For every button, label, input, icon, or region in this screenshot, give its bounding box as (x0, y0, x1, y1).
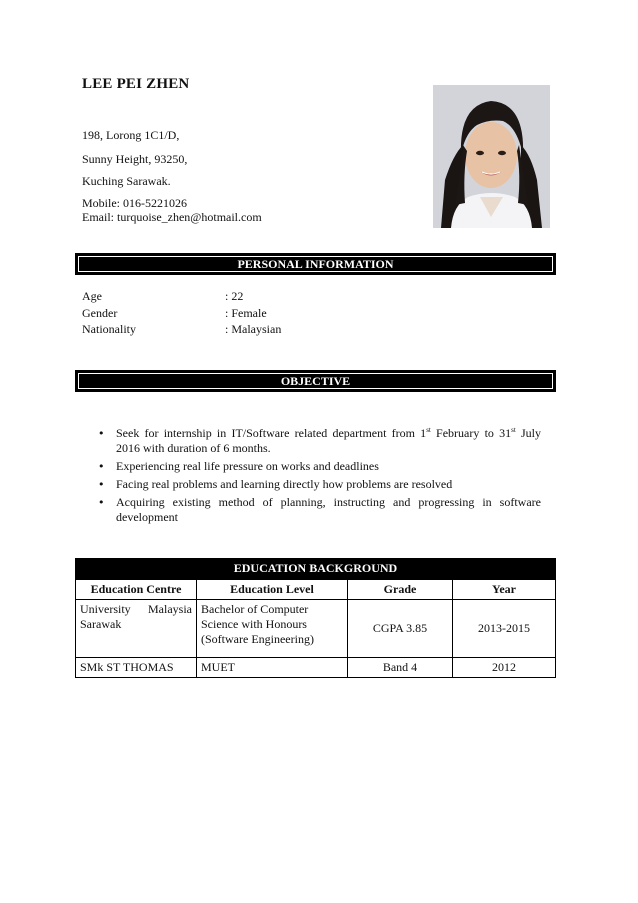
gender-label: Gender (82, 306, 118, 320)
education-heading: EDUCATION BACKGROUND (76, 559, 556, 580)
objective-heading (75, 370, 556, 392)
candidate-name: LEE PEI ZHEN (82, 76, 190, 92)
education-level-cell: Bachelor of Computer Science with Honours (Software Engineering) (197, 600, 348, 658)
header-education-level: Education Level (197, 580, 348, 600)
education-table (75, 558, 556, 678)
address-line-1: 198, Lorong 1C1/D, (82, 128, 180, 142)
header-year: Year (453, 580, 556, 600)
year-cell: 2013-2015 (453, 600, 556, 658)
header-education-centre: Education Centre (76, 580, 197, 600)
personal-info-heading (75, 253, 556, 275)
objective-item: • Experiencing real life pressure on works and deadlines (96, 459, 541, 474)
nationality-label: Nationality (82, 322, 136, 336)
table-row (76, 600, 556, 658)
grade-cell: CGPA 3.85 (348, 600, 453, 658)
education-centre-cell: University Malaysia Sarawak (76, 600, 197, 658)
year-cell: 2012 (453, 658, 556, 678)
education-centre-cell: SMk ST THOMAS (76, 658, 197, 678)
objective-list (96, 426, 541, 528)
age-value: : 22 (225, 289, 244, 303)
nationality-value: : Malaysian (225, 322, 282, 336)
mobile-number: Mobile: 016-5221026 (82, 196, 187, 210)
objective-title: OBJECTIVE (280, 374, 351, 388)
gender-value: : Female (225, 306, 267, 320)
address-line-3: Kuching Sarawak. (82, 174, 171, 188)
objective-item: • Acquiring existing method of planning, instructing and progressing in software development (96, 495, 541, 525)
table-row (76, 658, 556, 678)
objective-item: • Facing real problems and learning directly how problems are resolved (96, 477, 541, 492)
education-level-cell: MUET (197, 658, 348, 678)
personal-info-title: PERSONAL INFORMATION (237, 257, 394, 271)
age-label: Age (82, 289, 102, 303)
profile-photo (433, 85, 550, 228)
email-address: Email: turquoise_zhen@hotmail.com (82, 210, 262, 224)
grade-cell: Band 4 (348, 658, 453, 678)
objective-item: • Seek for internship in IT/Software related department from 1st February to 31st July 2016 with duration of 6 months. (96, 426, 541, 456)
address-line-2: Sunny Height, 93250, (82, 152, 188, 166)
header-grade: Grade (348, 580, 453, 600)
